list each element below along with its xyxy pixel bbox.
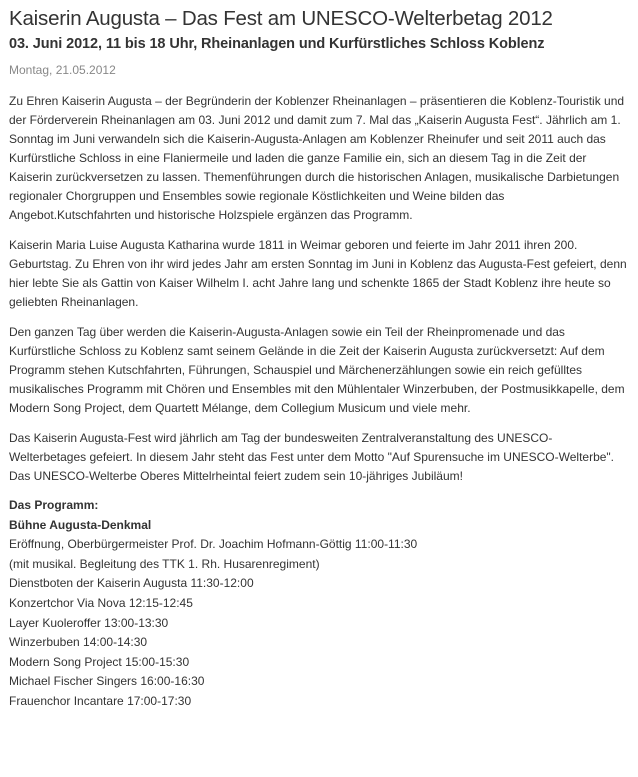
program-item: Frauenchor Incantare 17:00-17:30 <box>9 693 192 708</box>
article-paragraph: Kaiserin Maria Luise Augusta Katharina wurde 1811 in Weimar geboren und feierte im Jahr 2011 ihren 200. Geburtstag. Zu Ehren von ihr wird jedes Jahr am ersten Sonntag im Juni in Koblenz das Augusta-Fest gefeiert, denn hier lebte Sie als Gattin von Kaiser Wilhelm I. acht Jahre lang und schenkte 1865 der Stadt Koblenz ihre heute so geliebten Rheinanlagen. <box>9 238 627 309</box>
article-paragraph: Zu Ehren Kaiserin Augusta – der Begründerin der Koblenzer Rheinanlagen – präsentieren die Koblenz-Touristik und der Förderverein Rheinanlagen am 03. Juni 2012 und damit zum 7. Mal das „Kaiserin Augusta Fest“. Jährlich am 1. Sonntag im Juni verwandeln sich die Kaiserin-Augusta-Anlagen am Koblenzer Rheinufer und seit 2011 auch das Kurfürstliche Schloss in eine Flaniermeile und laden die ganze Familie ein, sich an diesem Tag in die Zeit der Kaiserin zurückversetzen zu lassen. Themenführungen durch die historischen Anlagen, musikalische Darbietungen regionaler Chorgruppen und Ensembles sowie regionale Köstlichkeiten und Weine bilden das Angebot.Kutschfahrten und historische Holzspiele ergänzen das Programm. <box>9 94 625 222</box>
program-heading: Das Programm: <box>9 498 99 512</box>
article-subtitle: 03. Juni 2012, 11 bis 18 Uhr, Rheinanlagen und Kurfürstliches Schloss Koblenz <box>9 36 545 52</box>
article-title: Kaiserin Augusta – Das Fest am UNESCO-Welterbetag 2012 <box>9 7 553 30</box>
program-item: Layer Kuoleroffer 13:00-13:30 <box>9 615 169 630</box>
article-paragraph: Das Kaiserin Augusta-Fest wird jährlich am Tag der bundesweiten Zentralveranstaltung des UNESCO-Welterbetages gefeiert. In diesem Jahr steht das Fest unter dem Motto "Auf Spurensuche im UNESCO-Welterbe". Das UNESCO-Welterbe Oberes Mittelrheintal feiert zudem sein 10-jähriges Jubiläum! <box>9 431 615 483</box>
program-stage-heading: Bühne Augusta-Denkmal <box>9 517 152 532</box>
program-item: Eröffnung, Oberbürgermeister Prof. Dr. Joachim Hofmann-Göttig 11:00-11:30 <box>9 537 418 552</box>
program-item: Modern Song Project 15:00-15:30 <box>9 654 190 669</box>
program-item: Konzertchor Via Nova 12:15-12:45 <box>9 595 193 610</box>
article-date: Montag, 21.05.2012 <box>9 63 116 77</box>
program-item: Winzerbuben 14:00-14:30 <box>9 635 148 650</box>
program-item: (mit musikal. Begleitung des TTK 1. Rh. Husarenregiment) <box>9 556 320 571</box>
article-paragraph: Den ganzen Tag über werden die Kaiserin-Augusta-Anlagen sowie ein Teil der Rheinpromenade und das Kurfürstliche Schloss zu Koblenz samt seinem Gelände in die Zeit der Kaiserin Augusta zurückversetzt: Auf dem Programm stehen Kutschfahrten, Führungen, Schauspiel und Märchenerzählungen sowie ein reich gefülltes musikalisches Programm mit Chören und Ensembles mit den Mühlentaler Winzerbuben, der Postmusikkapelle, dem Modern Song Project, dem Quartett Mélange, dem Collegium Musicum und viele mehr. <box>9 325 625 415</box>
program-item: Michael Fischer Singers 16:00-16:30 <box>9 674 205 689</box>
program-section <box>9 496 629 712</box>
program-item: Dienstboten der Kaiserin Augusta 11:30-12:00 <box>9 576 254 591</box>
